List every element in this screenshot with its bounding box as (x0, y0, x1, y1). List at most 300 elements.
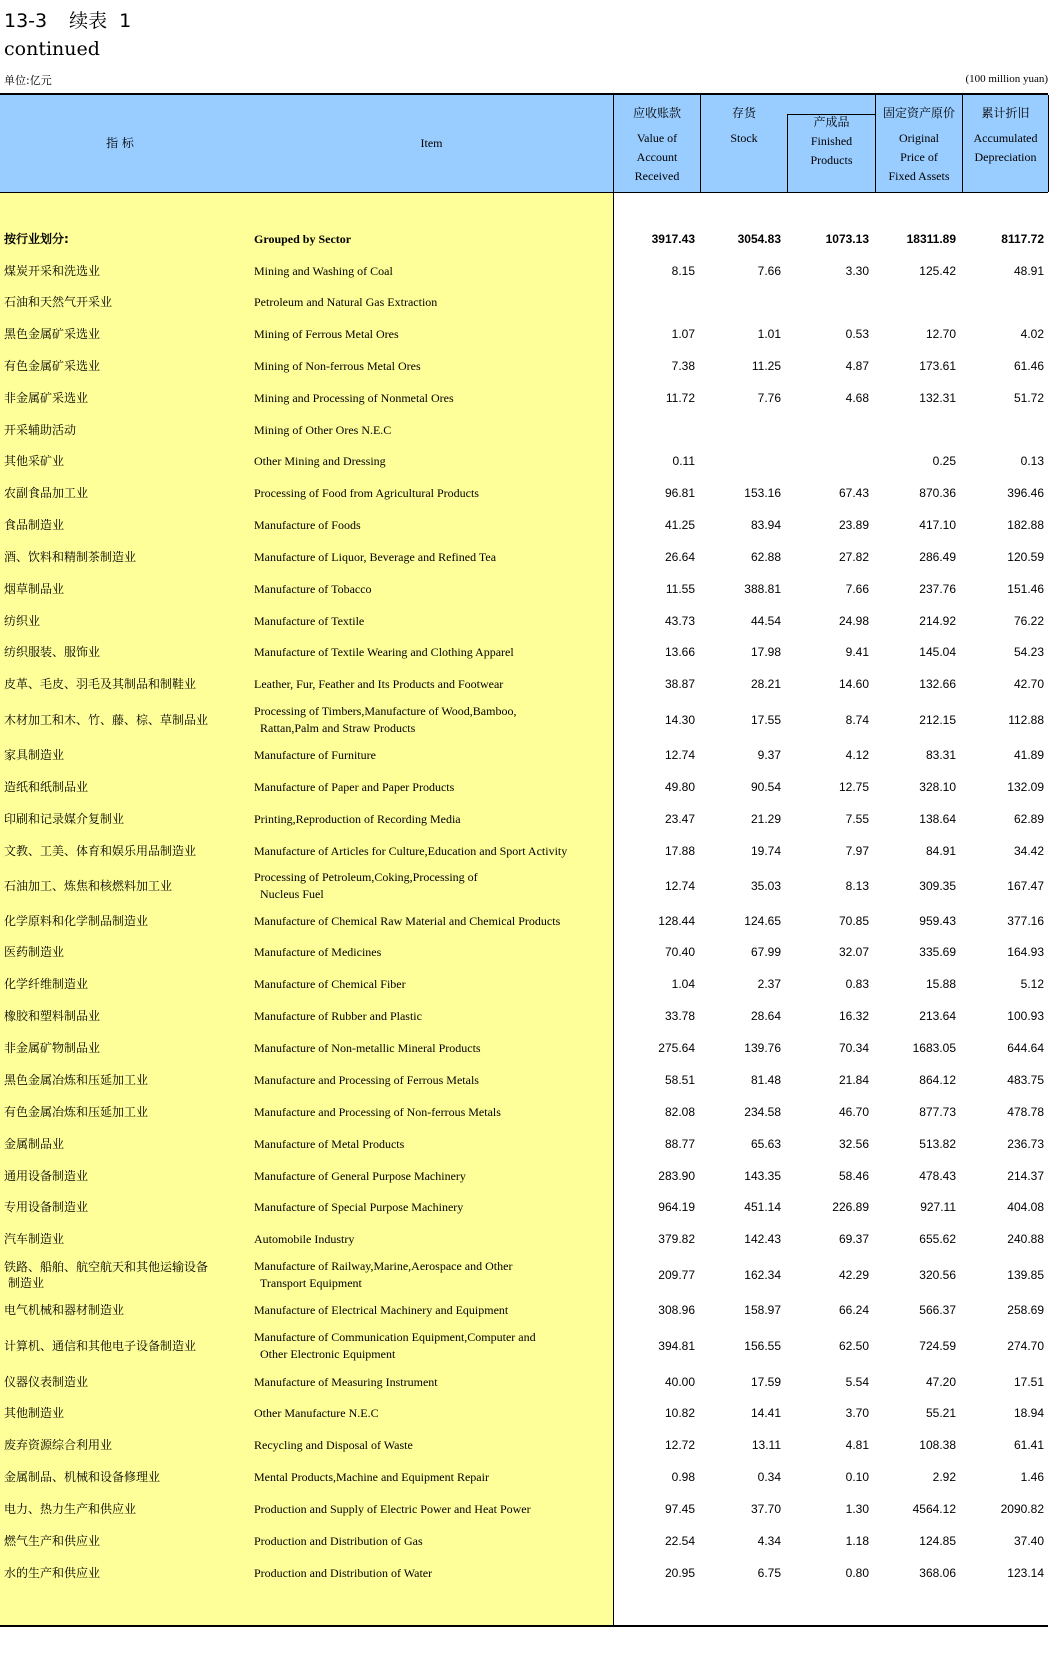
row-label-en (254, 358, 609, 375)
header-col3-en-2: Products (810, 153, 853, 167)
row-value-col3: 21.84 (838, 1073, 869, 1087)
row-value-col3: 46.70 (838, 1105, 869, 1119)
row-label-cn-line: 皮革、毛皮、羽毛及其制品和制鞋业 (4, 677, 197, 691)
row-label-en-line: Manufacture of Tobacco (254, 581, 372, 596)
header-col1-en-2: Account (636, 150, 678, 164)
row-value-col1: 11.72 (665, 391, 695, 405)
row-value-col4: 335.69 (919, 945, 956, 959)
row-label-en-line: Manufacture of Chemical Fiber (254, 976, 406, 991)
row-value-col1: 82.08 (664, 1105, 695, 1119)
row-value-col1: 12.74 (664, 748, 695, 762)
row-label-cn-line: 造纸和纸制品业 (4, 780, 89, 794)
header-top-rule (0, 93, 1048, 95)
row-value-col3: 4.12 (845, 748, 869, 762)
row-value-col1: 308.96 (658, 1303, 695, 1317)
row-value-col4: 83.31 (925, 748, 956, 762)
row-label-en (254, 390, 609, 407)
row-label-en (254, 843, 609, 860)
row-value-col5: 274.70 (1007, 1339, 1044, 1353)
row-label-en (254, 976, 609, 993)
row-label-en (254, 517, 609, 534)
row-value-col4: 927.11 (920, 1200, 956, 1214)
row-label-en-line: Manufacture of Paper and Paper Products (254, 779, 455, 794)
row-value-col4: 1683.05 (912, 1041, 956, 1055)
header-col2-cn: 存货 (731, 106, 756, 120)
row-value-col2: 13.11 (751, 1438, 781, 1452)
row-value-col1: 22.54 (664, 1534, 695, 1548)
row-label-cn (4, 326, 100, 342)
row-value-col3: 226.89 (832, 1200, 869, 1214)
row-value-col1: 13.66 (664, 645, 695, 659)
row-label-cn-line: 橡胶和塑料制品业 (4, 1009, 101, 1023)
row-label-cn-line: 电力、热力生产和供应业 (4, 1502, 137, 1516)
row-label-cn-line: 农副食品加工业 (4, 486, 89, 500)
row-value-col3: 23.89 (838, 518, 869, 532)
row-value-col4: 478.43 (919, 1169, 956, 1183)
row-value-col3: 7.97 (845, 844, 869, 858)
row-value-col1: 964.19 (658, 1200, 695, 1214)
header-col4 (876, 104, 962, 186)
row-value-col4: 47.20 (925, 1375, 956, 1389)
row-value-col1: 8.15 (671, 264, 695, 278)
row-value-col3: 3.30 (845, 264, 869, 278)
header-col5-en-2: Depreciation (974, 150, 1037, 164)
row-label-en-line: Manufacture of Textile (254, 613, 365, 628)
row-value-col1: 3917.43 (651, 232, 695, 246)
row-label-en (254, 1329, 609, 1363)
table-bottom-rule (0, 1625, 1048, 1627)
row-value-col3: 24.98 (838, 614, 869, 628)
header-col3-en-1: Finished (810, 134, 853, 148)
row-value-col1: 11.55 (665, 582, 695, 596)
row-value-col3: 4.81 (845, 1438, 869, 1452)
row-value-col5: 8117.72 (1001, 232, 1044, 246)
row-value-col2: 9.37 (757, 748, 781, 762)
row-label-en-line: Automobile Industry (254, 1231, 355, 1246)
row-value-col1: 0.98 (671, 1470, 695, 1484)
row-value-col3: 0.80 (845, 1566, 869, 1580)
header-item-en: Item (420, 136, 443, 150)
row-label-cn-line: 按行业划分: (4, 232, 69, 246)
row-value-col1: 14.30 (664, 713, 695, 727)
row-label-cn (4, 1302, 124, 1318)
row-label-cn (4, 1136, 64, 1152)
row-label-en (254, 263, 609, 280)
row-value-col3: 8.13 (845, 879, 869, 893)
row-label-en (254, 1533, 609, 1550)
row-label-cn (4, 581, 64, 597)
row-value-col1: 43.73 (664, 614, 695, 628)
row-label-en-line: Mining and Processing of Nonmetal Ores (254, 390, 454, 405)
row-value-col5: 0.13 (1020, 454, 1044, 468)
row-label-cn-line: 金属制品、机械和设备修理业 (4, 1470, 161, 1484)
row-value-col4: 108.38 (919, 1438, 956, 1452)
row-value-col2: 28.21 (750, 677, 781, 691)
row-value-col2: 451.14 (744, 1200, 781, 1214)
row-label-cn-line: 医药制造业 (4, 945, 65, 959)
row-value-col4: 368.06 (919, 1566, 956, 1580)
row-label-en (254, 1040, 609, 1057)
row-value-col3: 4.68 (845, 391, 869, 405)
row-value-col5: 54.23 (1013, 645, 1044, 659)
row-value-col4: 566.37 (919, 1303, 956, 1317)
row-value-col2: 28.64 (750, 1009, 781, 1023)
row-value-col2: 17.55 (750, 713, 781, 727)
row-label-cn-line: 其他制造业 (4, 1406, 65, 1420)
row-value-col2: 153.16 (744, 486, 781, 500)
row-value-col3: 0.53 (845, 327, 869, 341)
row-label-en (254, 453, 609, 470)
row-label-cn (4, 358, 100, 374)
row-value-col2: 44.54 (750, 614, 781, 628)
row-label-en (254, 1136, 609, 1153)
row-value-col5: 236.73 (1007, 1137, 1044, 1151)
row-label-cn (4, 1338, 196, 1354)
header-indicator-cn: 指 标 (106, 136, 134, 150)
row-value-col2: 0.34 (757, 1470, 781, 1484)
row-value-col4: 513.82 (919, 1137, 956, 1151)
row-label-cn-line: 烟草制品业 (4, 582, 65, 596)
row-label-en-line: Manufacture of Communication Equipment,Computer and (254, 1330, 536, 1344)
row-label-cn-line: 有色金属冶炼和压延加工业 (4, 1105, 149, 1119)
row-label-en (254, 703, 609, 737)
row-value-col2: 21.29 (750, 812, 781, 826)
row-label-en-line: Manufacture of Special Purpose Machinery (254, 1199, 464, 1214)
row-value-col4: 214.92 (919, 614, 956, 628)
row-value-col5: 37.40 (1013, 1534, 1044, 1548)
row-value-col5: 51.72 (1013, 391, 1044, 405)
row-value-col5: 61.41 (1013, 1438, 1044, 1452)
row-label-en-line: Other Manufacture N.E.C (254, 1405, 379, 1420)
row-label-cn-line: 印刷和记录媒介复制业 (4, 812, 125, 826)
row-value-col1: 41.25 (664, 518, 695, 532)
row-value-col5: 258.69 (1007, 1303, 1044, 1317)
row-label-cn-line: 化学原料和化学制品制造业 (4, 914, 149, 928)
row-label-en-line: Manufacture of Non-metallic Mineral Products (254, 1040, 481, 1055)
row-value-col2: 124.65 (744, 914, 781, 928)
row-value-col4: 213.64 (919, 1009, 956, 1023)
row-value-col1: 58.51 (664, 1073, 695, 1087)
row-value-col2: 234.58 (744, 1105, 781, 1119)
header-col1-en-3: Received (634, 169, 680, 183)
header-col2 (701, 104, 787, 148)
row-value-col4: 870.36 (919, 486, 956, 500)
row-label-cn (4, 944, 64, 960)
row-value-col1: 275.64 (658, 1041, 695, 1055)
header-col5 (963, 104, 1048, 167)
row-label-en (254, 231, 609, 248)
row-label-cn-line: 纺织服装、服饰业 (4, 645, 101, 659)
row-label-en-line: Manufacture and Processing of Ferrous Metals (254, 1072, 479, 1087)
row-label-en-line: Mental Products,Machine and Equipment Repair (254, 1469, 489, 1484)
row-value-col2: 158.97 (744, 1303, 781, 1317)
row-label-en-line: Manufacture of Rubber and Plastic (254, 1008, 422, 1023)
row-label-cn-line: 金属制品业 (4, 1137, 65, 1151)
row-value-col4: 864.12 (919, 1073, 956, 1087)
row-value-col1: 0.11 (672, 454, 695, 468)
row-value-col4: 286.49 (919, 550, 956, 564)
row-label-en (254, 1199, 609, 1216)
row-label-cn (4, 1565, 100, 1581)
row-value-col1: 1.04 (671, 977, 695, 991)
row-label-cn-line: 制造业 (8, 1276, 45, 1290)
row-value-col5: 1.46 (1020, 1470, 1044, 1484)
row-value-col1: 96.81 (664, 486, 695, 500)
row-label-en (254, 1231, 609, 1248)
row-value-col2: 388.81 (744, 582, 781, 596)
row-value-col4: 959.43 (919, 914, 956, 928)
row-label-cn (4, 294, 112, 310)
row-label-cn-line: 石油加工、炼焦和核燃料加工业 (4, 879, 173, 893)
row-label-en (254, 913, 609, 930)
row-value-col5: 404.08 (1007, 1200, 1044, 1214)
row-label-en-line: Production and Supply of Electric Power and Heat Power (254, 1501, 531, 1516)
table-number-title (4, 6, 131, 33)
row-value-col5: 377.16 (1007, 914, 1044, 928)
row-label-cn-line: 废弃资源综合利用业 (4, 1438, 113, 1452)
row-label-cn (4, 1405, 64, 1421)
row-value-col5: 2090.82 (1000, 1502, 1044, 1516)
row-value-col4: 4564.12 (912, 1502, 956, 1516)
row-value-col5: 644.64 (1007, 1041, 1044, 1055)
row-value-col5: 396.46 (1007, 486, 1044, 500)
row-label-cn-line: 石油和天然气开采业 (4, 295, 113, 309)
row-value-col1: 88.77 (664, 1137, 695, 1151)
row-label-cn (4, 1374, 88, 1390)
row-value-col3: 1.30 (845, 1502, 869, 1516)
row-label-en (254, 485, 609, 502)
row-label-en-line: Manufacture of Chemical Raw Material and Chemical Products (254, 913, 561, 928)
row-value-col2: 62.88 (750, 550, 781, 564)
row-label-cn-line: 铁路、船舶、航空航天和其他运输设备 (4, 1260, 209, 1274)
row-label-en (254, 644, 609, 661)
row-value-col4: 55.21 (925, 1406, 956, 1420)
row-label-cn-line: 有色金属矿采选业 (4, 359, 101, 373)
row-value-col1: 128.44 (658, 914, 695, 928)
row-value-col1: 49.80 (664, 780, 695, 794)
row-label-en-line: Manufacture of Measuring Instrument (254, 1374, 438, 1389)
row-value-col4: 309.35 (919, 879, 956, 893)
row-value-col2: 139.76 (744, 1041, 781, 1055)
row-value-col3: 12.75 (838, 780, 869, 794)
row-value-col3: 7.66 (845, 582, 869, 596)
row-label-cn (4, 231, 69, 247)
row-value-col1: 283.90 (658, 1169, 695, 1183)
row-label-en (254, 869, 609, 903)
row-value-col1: 40.00 (664, 1375, 695, 1389)
row-label-cn-line: 开采辅助活动 (4, 423, 77, 437)
row-value-col3: 67.43 (838, 486, 869, 500)
row-value-col4: 138.64 (919, 812, 956, 826)
row-label-en-line: Manufacture of Furniture (254, 747, 376, 762)
row-value-col3: 4.87 (845, 359, 869, 373)
row-value-col2: 37.70 (750, 1502, 781, 1516)
row-label-cn (4, 453, 64, 469)
row-value-col1: 394.81 (658, 1339, 695, 1353)
row-value-col3: 9.41 (845, 645, 869, 659)
row-label-en-line: Mining and Washing of Coal (254, 263, 393, 278)
row-label-en (254, 747, 609, 764)
row-value-col1: 12.72 (664, 1438, 695, 1452)
row-label-en (254, 1565, 609, 1582)
row-value-col4: 877.73 (919, 1105, 956, 1119)
row-label-cn-line: 通用设备制造业 (4, 1169, 89, 1183)
row-value-col5: 18.94 (1013, 1406, 1044, 1420)
row-label-cn (4, 485, 88, 501)
row-value-col2: 4.34 (757, 1534, 781, 1548)
row-label-cn-line: 化学纤维制造业 (4, 977, 89, 991)
row-label-cn-line: 汽车制造业 (4, 1232, 65, 1246)
row-value-col2: 2.37 (757, 977, 781, 991)
row-label-en-line: Manufacture of Foods (254, 517, 361, 532)
row-value-col5: 41.89 (1013, 748, 1044, 762)
row-label-cn-line: 酒、饮料和精制茶制造业 (4, 550, 137, 564)
table-seq: 1 (119, 10, 132, 32)
row-value-col3: 0.10 (845, 1470, 869, 1484)
row-label-en-line: Manufacture of Electrical Machinery and Equipment (254, 1302, 509, 1317)
row-value-col4: 0.25 (932, 454, 956, 468)
row-label-cn-line: 电气机械和器材制造业 (4, 1303, 125, 1317)
row-value-col2: 17.98 (750, 645, 781, 659)
row-label-en (254, 1374, 609, 1391)
row-value-col5: 167.47 (1007, 879, 1044, 893)
row-label-en-line: Production and Distribution of Gas (254, 1533, 423, 1548)
row-label-en-line: Manufacture of Liquor, Beverage and Refined Tea (254, 549, 497, 564)
row-value-col5: 139.85 (1007, 1268, 1044, 1282)
row-label-en (254, 549, 609, 566)
row-value-col2: 162.34 (744, 1268, 781, 1282)
row-label-cn (4, 1437, 112, 1453)
row-value-col2: 1.01 (757, 327, 781, 341)
row-value-col5: 132.09 (1007, 780, 1044, 794)
row-label-cn-line: 燃气生产和供应业 (4, 1534, 101, 1548)
header-col1-cn: 应收账款 (632, 106, 681, 120)
header-col1-en-1: Value of (636, 131, 678, 145)
row-value-col1: 20.95 (664, 1566, 695, 1580)
row-label-en-line: Processing of Food from Agricultural Products (254, 485, 479, 500)
row-value-col3: 16.32 (838, 1009, 869, 1023)
row-label-cn (4, 613, 40, 629)
row-value-col5: 151.46 (1007, 582, 1044, 596)
row-value-col4: 417.10 (919, 518, 956, 532)
row-value-col2: 19.74 (750, 844, 781, 858)
table-number: 13-3 (4, 10, 48, 32)
unit-cn: 单位:亿元 (4, 74, 52, 87)
header-col4-cn: 固定资产原价 (882, 106, 955, 120)
row-label-en (254, 1104, 609, 1121)
row-value-col2: 14.41 (750, 1406, 781, 1420)
row-value-col4: 125.42 (919, 264, 956, 278)
row-value-col2: 6.75 (757, 1566, 781, 1580)
row-label-en-line: Grouped by Sector (254, 231, 352, 246)
header-col4-en-2: Price of (900, 150, 938, 164)
row-label-en-line: Mining of Other Ores N.E.C (254, 422, 392, 437)
row-value-col3: 0.83 (845, 977, 869, 991)
row-label-cn (4, 976, 88, 992)
row-value-col3: 32.56 (838, 1137, 869, 1151)
row-label-en-line: Leather, Fur, Feather and Its Products and Footwear (254, 676, 504, 691)
row-value-col4: 655.62 (919, 1232, 956, 1246)
row-value-col5: 123.14 (1007, 1566, 1044, 1580)
row-value-col5: 76.22 (1013, 614, 1044, 628)
row-value-col4: 18311.89 (906, 232, 956, 246)
row-label-en (254, 1168, 609, 1185)
row-value-col3: 62.50 (838, 1339, 869, 1353)
row-value-col4: 15.88 (925, 977, 956, 991)
row-label-en (254, 1258, 609, 1292)
row-label-cn (4, 1501, 136, 1517)
row-value-col3: 66.24 (838, 1303, 869, 1317)
row-value-col2: 7.66 (757, 264, 781, 278)
row-value-col4: 173.61 (919, 359, 956, 373)
row-value-col4: 212.15 (919, 713, 956, 727)
row-value-col5: 34.42 (1013, 844, 1044, 858)
row-value-col4: 320.56 (919, 1268, 956, 1282)
header-col4-en-3: Fixed Assets (888, 169, 950, 183)
row-label-en (254, 1405, 609, 1422)
row-label-en-line: Other Mining and Dressing (254, 453, 386, 468)
row-value-col4: 145.04 (919, 645, 956, 659)
row-label-cn-line: 煤炭开采和洗选业 (4, 264, 101, 278)
row-label-cn (4, 1072, 148, 1088)
row-label-cn-line: 文教、工美、体育和娱乐用品制造业 (4, 844, 197, 858)
row-value-col5: 100.93 (1007, 1009, 1044, 1023)
row-value-col4: 328.10 (919, 780, 956, 794)
header-col3-cn: 产成品 (813, 115, 850, 129)
row-label-cn (4, 878, 172, 894)
row-value-col3: 1.18 (845, 1534, 869, 1548)
row-label-cn (4, 747, 64, 763)
row-value-col5: 164.93 (1007, 945, 1044, 959)
row-label-cn (4, 644, 100, 660)
row-value-col5: 42.70 (1013, 677, 1044, 691)
row-label-cn (4, 1008, 100, 1024)
row-value-col3: 14.60 (838, 677, 869, 691)
row-label-en-line: Mining of Ferrous Metal Ores (254, 326, 399, 341)
row-value-col3: 8.74 (845, 713, 869, 727)
row-label-en (254, 944, 609, 961)
row-label-cn-line: 黑色金属矿采选业 (4, 327, 101, 341)
row-label-en-line: Manufacture of Textile Wearing and Clothing Apparel (254, 644, 514, 659)
row-label-cn-line: 纺织业 (4, 614, 41, 628)
row-value-col4: 132.31 (919, 391, 956, 405)
row-value-col1: 38.87 (664, 677, 695, 691)
row-value-col4: 124.85 (919, 1534, 956, 1548)
row-label-en-line: Printing,Reproduction of Recording Media (254, 811, 461, 826)
header-col5-en-1: Accumulated (973, 131, 1038, 145)
row-label-cn-line: 食品制造业 (4, 518, 65, 532)
row-value-col2: 17.59 (750, 1375, 781, 1389)
row-label-cn-line: 家具制造业 (4, 748, 65, 762)
row-label-cn (4, 1040, 100, 1056)
row-value-col3: 70.85 (838, 914, 869, 928)
row-label-en-line: Manufacture of Metal Products (254, 1136, 405, 1151)
row-label-en (254, 1072, 609, 1089)
row-value-col1: 379.82 (658, 1232, 695, 1246)
row-label-cn (4, 422, 76, 438)
row-value-col5: 483.75 (1007, 1073, 1044, 1087)
row-value-col1: 7.38 (671, 359, 695, 373)
header-col3 (788, 113, 875, 170)
row-value-col5: 182.88 (1007, 518, 1044, 532)
row-label-en (254, 1008, 609, 1025)
row-value-col5: 478.78 (1007, 1105, 1044, 1119)
row-value-col1: 97.45 (664, 1502, 695, 1516)
row-value-col4: 132.66 (919, 677, 956, 691)
row-value-col3: 7.55 (845, 812, 869, 826)
row-value-col5: 214.37 (1007, 1169, 1044, 1183)
row-label-en-line: Manufacture of Medicines (254, 944, 382, 959)
